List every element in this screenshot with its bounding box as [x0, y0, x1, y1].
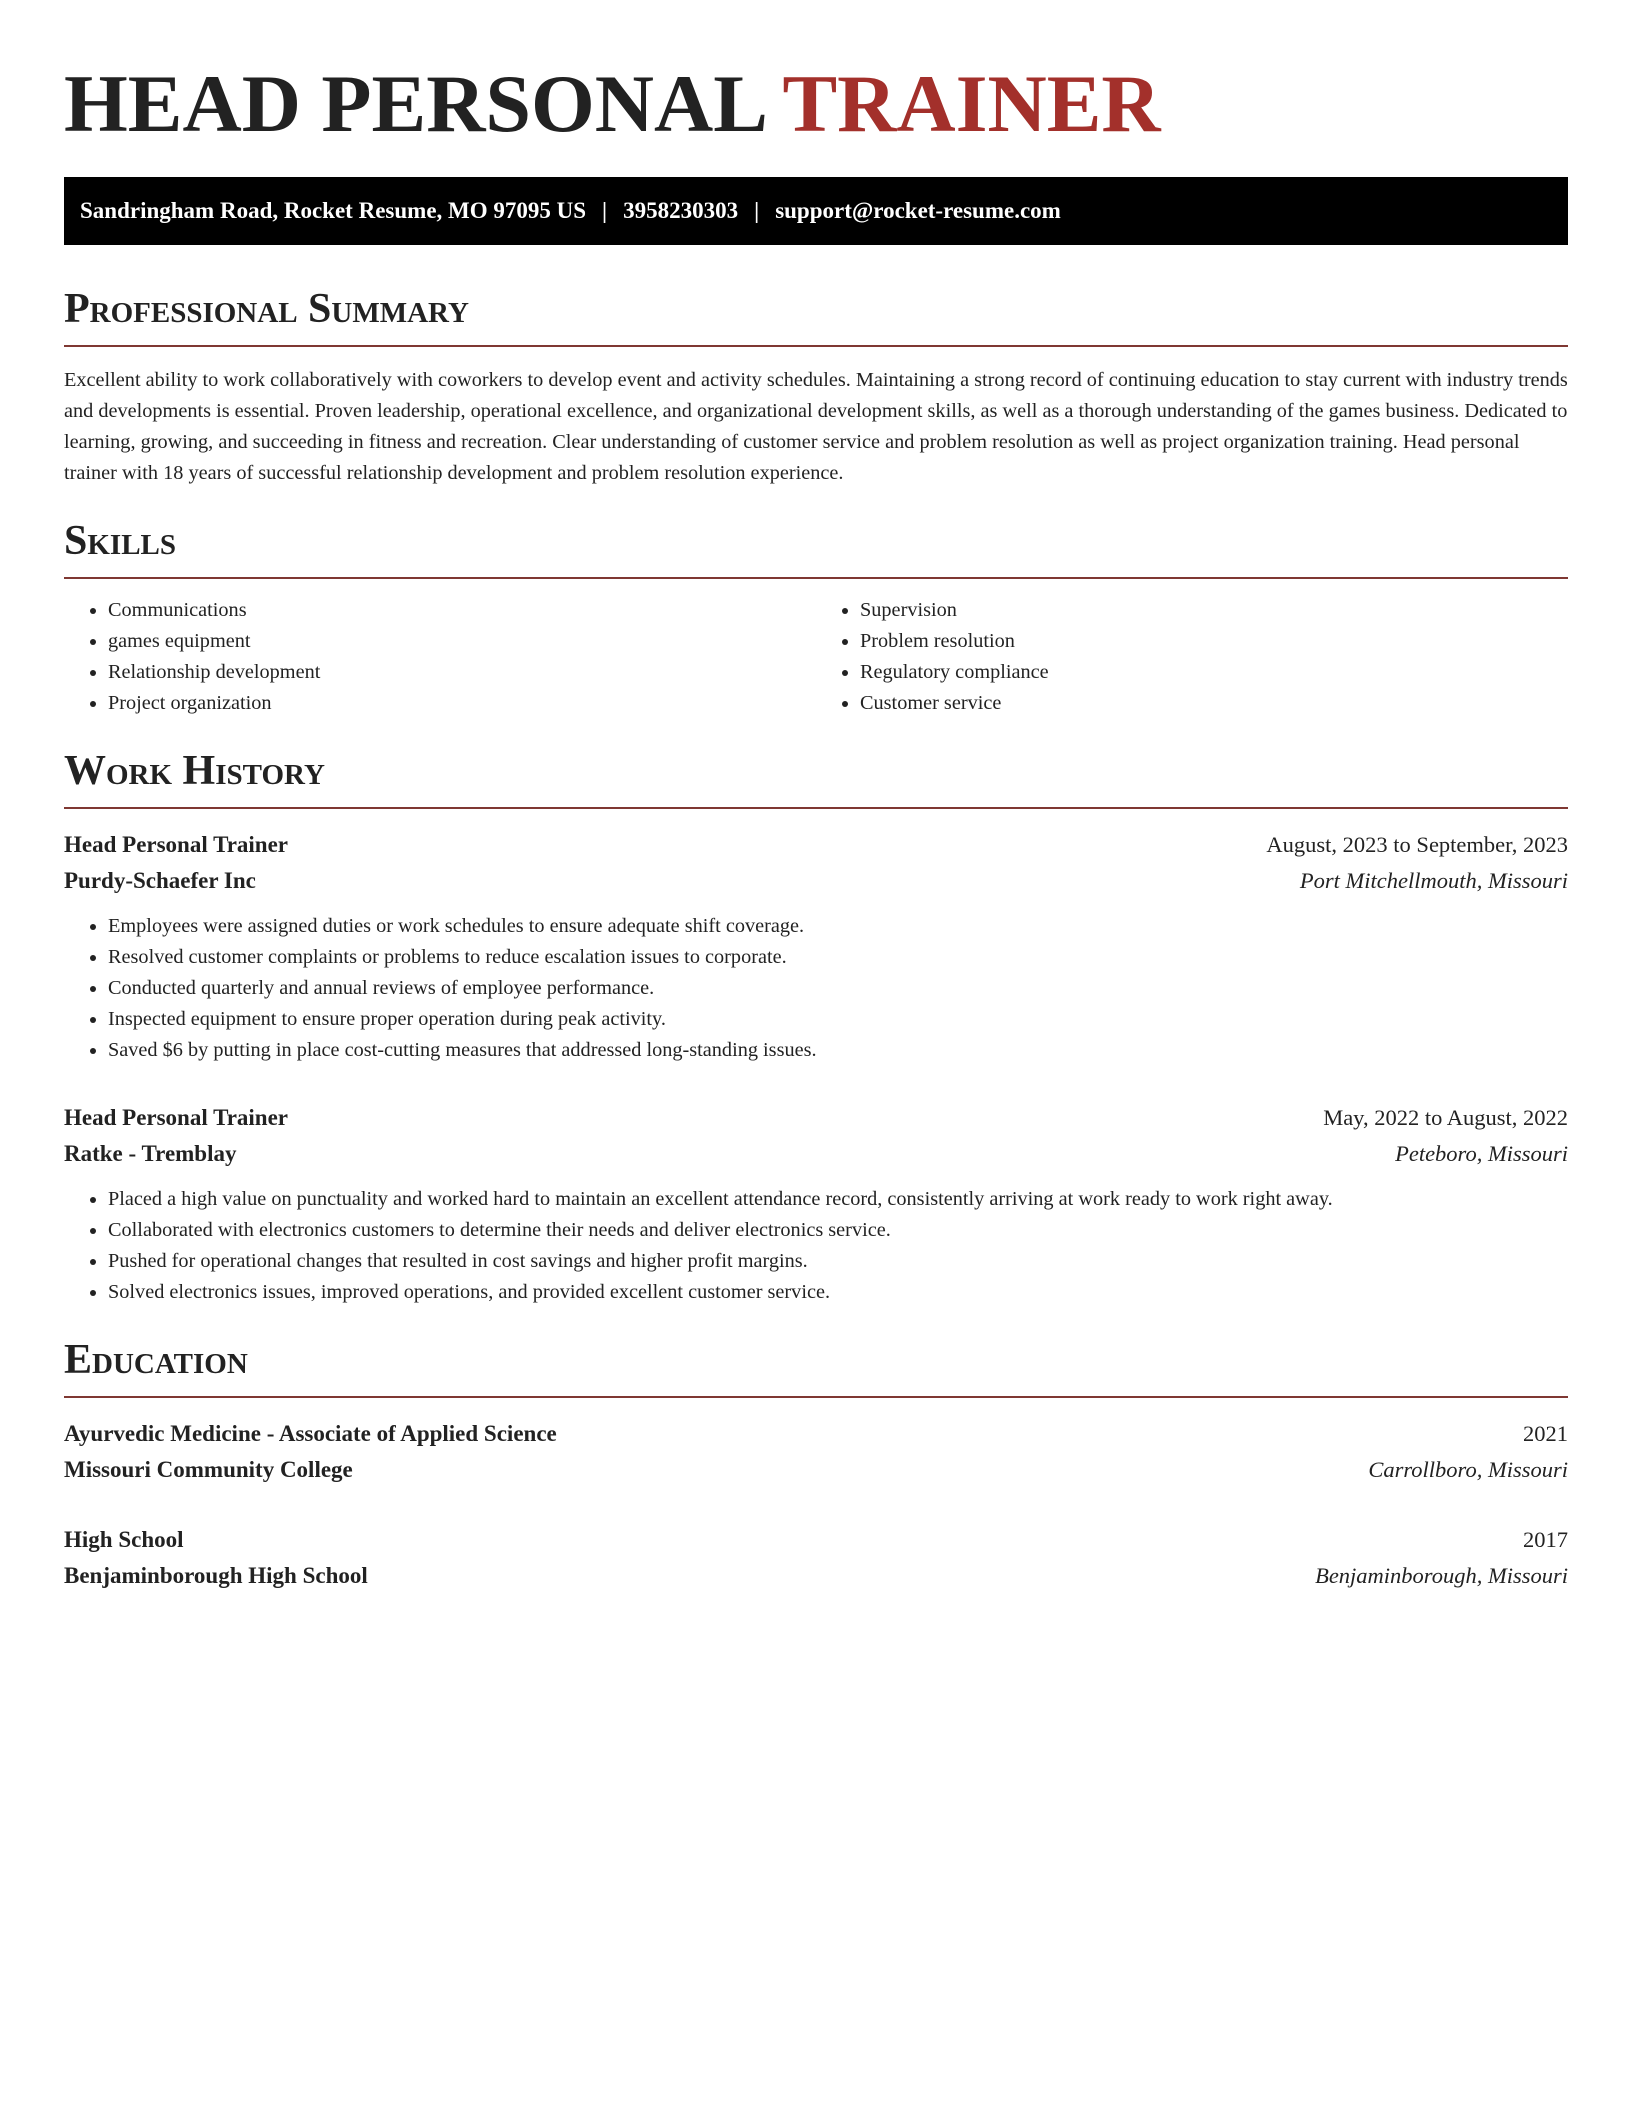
job-bullet: • Resolved customer complaints or problems to reduce escalation issues to corporate.: [108, 942, 1568, 973]
job-bullet: • Conducted quarterly and annual reviews of employee performance.: [108, 973, 1568, 1004]
job-bullets: [64, 911, 1568, 1066]
education-degree: High School: [64, 1527, 184, 1552]
job-bullet: • Saved $6 by putting in place cost-cutting measures that addressed long-standing issues.: [108, 1035, 1568, 1066]
skill-item: • Relationship development: [108, 657, 816, 688]
education-year: 2017: [1523, 1527, 1568, 1552]
job-entry: [64, 1100, 1568, 1308]
skill-item: • Problem resolution: [860, 626, 1568, 657]
skill-item: • Project organization: [108, 688, 816, 719]
summary-heading: Professional Summary: [64, 287, 1568, 347]
skill-item: • Communications: [108, 595, 816, 626]
work-history-heading: Work History: [64, 749, 1568, 809]
title-accent-part: TRAINER: [782, 58, 1161, 149]
education-school-row: [64, 1452, 1568, 1488]
skill-item: • games equipment: [108, 626, 816, 657]
education-entry: [64, 1416, 1568, 1488]
skill-item: • Regulatory compliance: [860, 657, 1568, 688]
job-bullet: • Inspected equipment to ensure proper operation during peak activity.: [108, 1004, 1568, 1035]
skills-list: [64, 595, 1568, 719]
contact-address: Sandringham Road, Rocket Resume, MO 97095 US: [80, 198, 587, 223]
job-header-row: [64, 827, 1568, 863]
job-bullet: • Solved electronics issues, improved operations, and provided excellent customer service.: [108, 1277, 1568, 1308]
skill-item: • Customer service: [860, 688, 1568, 719]
job-title: Head Personal Trainer: [64, 1105, 289, 1130]
education-school: Missouri Community College: [64, 1457, 353, 1482]
education-year: 2021: [1523, 1421, 1568, 1446]
education-header-row: [64, 1522, 1568, 1558]
job-location: Port Mitchellmouth, Missouri: [1299, 868, 1568, 893]
resume-title: [64, 56, 1568, 152]
job-header-row: [64, 1100, 1568, 1136]
contact-separator: |: [754, 198, 760, 223]
education-degree: Ayurvedic Medicine - Associate of Applied Science: [64, 1421, 557, 1446]
education-heading: Education: [64, 1338, 1568, 1398]
contact-email: support@rocket-resume.com: [775, 198, 1061, 223]
job-dates: August, 2023 to September, 2023: [1266, 832, 1568, 857]
job-location: Peteboro, Missouri: [1395, 1141, 1568, 1166]
job-company: Purdy-Schaefer Inc: [64, 868, 256, 893]
contact-phone: 3958230303: [623, 198, 739, 223]
contact-bar: [64, 177, 1568, 245]
job-title: Head Personal Trainer: [64, 832, 289, 857]
summary-text: Excellent ability to work collaboratively with coworkers to develop event and activity schedules. Maintaining a strong record of continuing education to stay current with industry trends and developments is essential. Proven leadership, operational excellence, and organizational development skills, as well as a thorough understanding of the games business. Dedicated to learning, growing, and succeeding in fitness and recreation. Clear understanding of customer service and problem resolution as well as project organization training. Head personal trainer with 18 years of successful relationship development and problem resolution experience.: [64, 369, 1568, 484]
education-location: Carrollboro, Missouri: [1368, 1457, 1568, 1482]
job-company-row: [64, 863, 1568, 899]
job-bullet: • Employees were assigned duties or work schedules to ensure adequate shift coverage.: [108, 911, 1568, 942]
job-bullets: [64, 1184, 1568, 1308]
education-location: Benjaminborough, Missouri: [1315, 1563, 1568, 1588]
education-school: Benjaminborough High School: [64, 1563, 368, 1588]
job-dates: May, 2022 to August, 2022: [1323, 1105, 1568, 1130]
job-bullet: • Collaborated with electronics customers to determine their needs and deliver electronics service.: [108, 1215, 1568, 1246]
job-bullet: • Placed a high value on punctuality and worked hard to maintain an excellent attendance record, consistently arriving at work ready to work right away.: [108, 1184, 1568, 1215]
skills-column-right: [816, 595, 1568, 719]
job-company: Ratke - Tremblay: [64, 1141, 237, 1166]
contact-separator: |: [602, 198, 608, 223]
skill-item: • Supervision: [860, 595, 1568, 626]
job-entry: [64, 827, 1568, 1066]
skills-heading: Skills: [64, 519, 1568, 579]
education-header-row: [64, 1416, 1568, 1452]
job-company-row: [64, 1136, 1568, 1172]
education-entry: [64, 1522, 1568, 1594]
title-first-part: HEAD PERSONAL: [64, 58, 764, 149]
skills-column-left: [64, 595, 816, 719]
job-bullet: • Pushed for operational changes that resulted in cost savings and higher profit margins.: [108, 1246, 1568, 1277]
education-school-row: [64, 1558, 1568, 1594]
